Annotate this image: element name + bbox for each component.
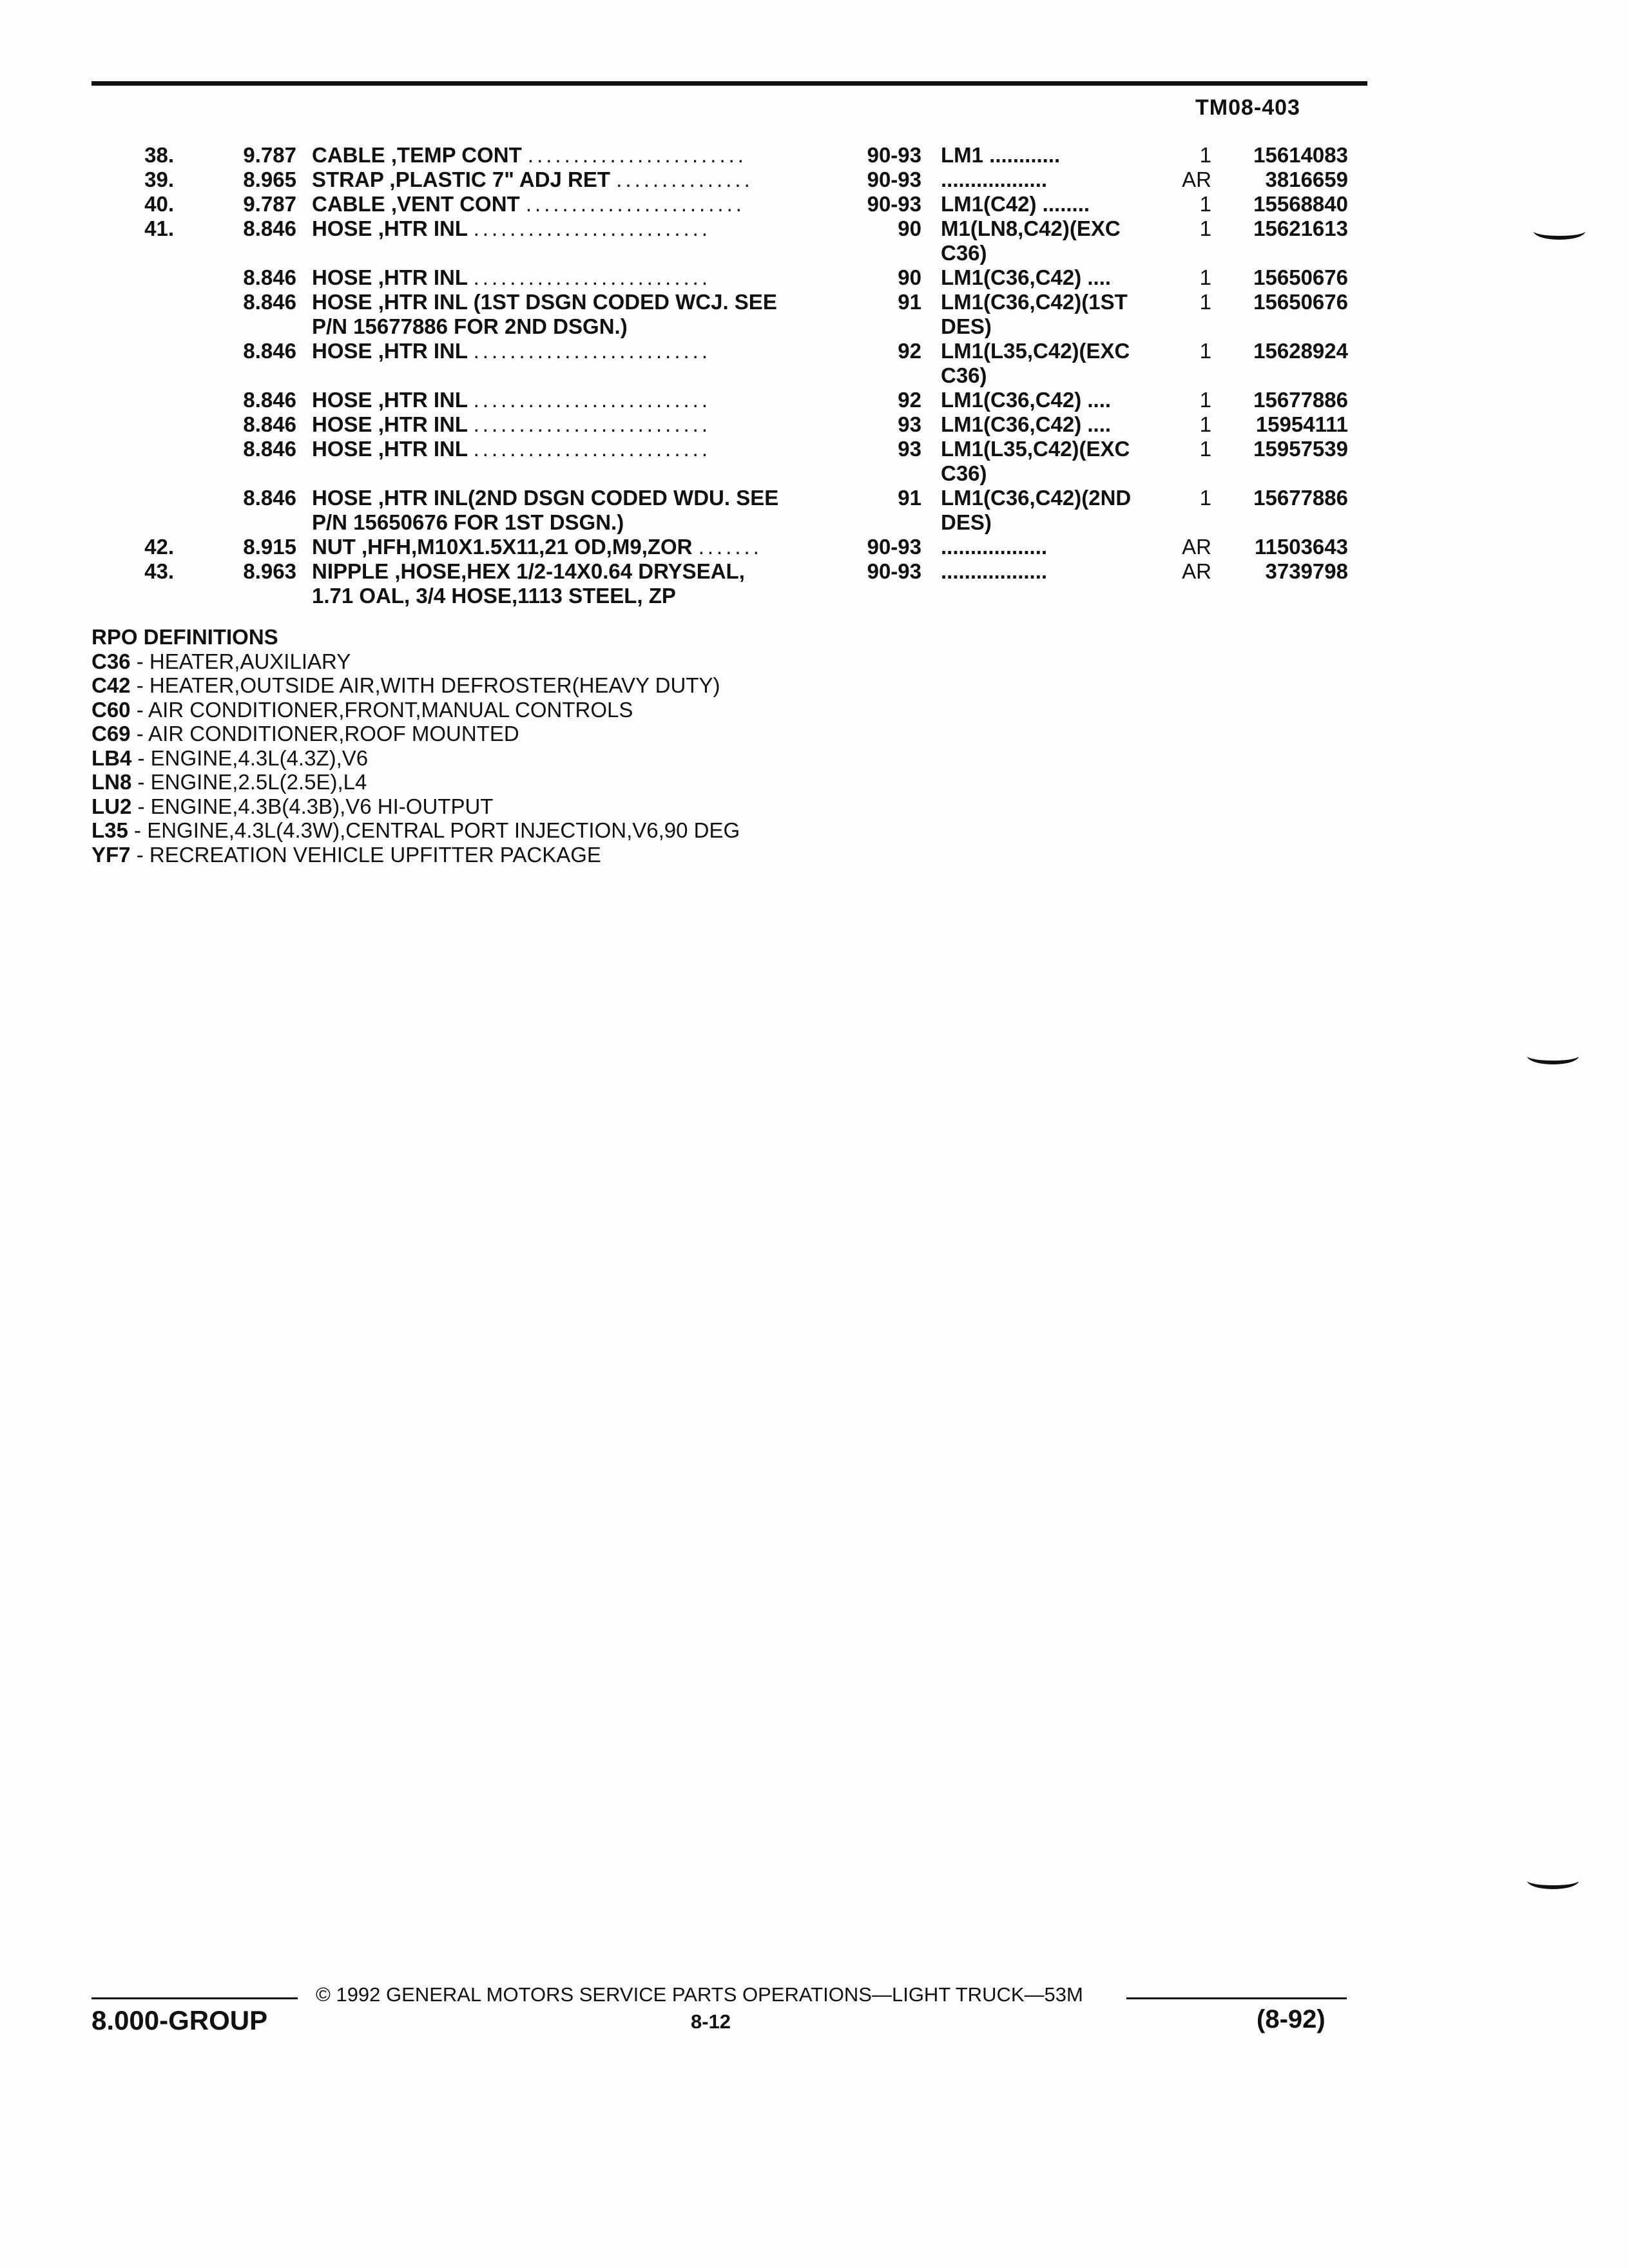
item-number: 43.	[144, 559, 174, 583]
usage-code	[941, 486, 1173, 535]
part-description	[312, 265, 840, 290]
part-description	[312, 388, 840, 412]
usage-code	[941, 388, 1173, 412]
part-name: HOSE	[312, 388, 372, 412]
figure-number: 8.846	[243, 412, 296, 436]
description-text: ,HTR INL	[378, 216, 468, 240]
revision-date: (8-92)	[1257, 2005, 1325, 2033]
quantity: 1	[1199, 486, 1211, 510]
usage-line: DES)	[941, 314, 992, 338]
description-text: ,HTR INL	[378, 388, 468, 412]
figure-number: 8.846	[243, 216, 296, 240]
margin-binding-mark	[1527, 1869, 1579, 1889]
usage-line: C36)	[941, 241, 987, 265]
quantity: AR	[1182, 559, 1211, 583]
description-line	[312, 192, 840, 216]
description-line	[312, 314, 840, 339]
part-name: HOSE	[312, 339, 372, 363]
usage-code	[941, 412, 1173, 437]
part-name: HOSE	[312, 290, 372, 314]
rpo-text: - AIR CONDITIONER,FRONT,MANUAL CONTROLS	[130, 697, 633, 722]
model-years: 90-93	[867, 168, 921, 191]
rpo-code: C60	[92, 697, 131, 722]
description-line	[312, 339, 840, 363]
footer-rule-left	[92, 1997, 298, 1999]
model-years: 93	[898, 437, 921, 461]
rpo-code: YF7	[92, 842, 131, 867]
description-text: 1.71 OAL, 3/4 HOSE,1113 STEEL, ZP	[312, 584, 676, 608]
part-description	[312, 535, 840, 559]
model-years: 93	[898, 412, 921, 436]
part-description	[312, 290, 840, 339]
leader-dots: ...............	[616, 168, 753, 191]
quantity: AR	[1182, 168, 1211, 191]
description-text: ,HTR INL	[378, 437, 468, 461]
usage-code	[941, 290, 1173, 339]
description-text: ,HTR INL	[378, 339, 468, 363]
usage-line: LM1(C36,C42)(2ND	[941, 486, 1132, 510]
usage-code	[941, 143, 1173, 168]
part-number: 15614083	[1253, 143, 1348, 167]
parts-row	[0, 388, 1629, 412]
leader-dots: ..........................	[473, 339, 711, 363]
leader-dots: ........................	[525, 192, 745, 216]
item-number: 39.	[144, 168, 174, 191]
description-line	[312, 535, 840, 559]
part-name: HOSE	[312, 437, 372, 461]
quantity: 1	[1199, 290, 1211, 314]
margin-binding-mark	[1527, 1044, 1579, 1064]
usage-line: LM1(C36,C42) ....	[941, 412, 1112, 436]
usage-code	[941, 535, 1173, 559]
usage-line: M1(LN8,C42)(EXC	[941, 216, 1121, 240]
usage-line: LM1 ............	[941, 143, 1061, 167]
part-name: NIPPLE	[312, 559, 389, 583]
parts-row	[0, 290, 1629, 339]
quantity: 1	[1199, 388, 1211, 412]
usage-line: LM1(C36,C42)(1ST	[941, 290, 1128, 314]
item-number: 40.	[144, 192, 174, 216]
usage-line: LM1(C36,C42) ....	[941, 388, 1112, 412]
parts-row	[0, 535, 1629, 559]
rpo-item	[92, 746, 740, 771]
leader-dots: ........................	[527, 143, 747, 167]
description-line	[312, 265, 840, 290]
figure-number: 8.963	[243, 559, 296, 583]
footer-rule-right	[1126, 1997, 1347, 1999]
usage-line: C36)	[941, 363, 987, 387]
model-years: 90-93	[867, 143, 921, 167]
part-number: 15621613	[1253, 216, 1348, 240]
part-description	[312, 412, 840, 437]
part-number: 15677886	[1253, 388, 1348, 412]
parts-row	[0, 437, 1629, 486]
description-text: ,VENT CONT	[390, 192, 520, 216]
usage-line: LM1(L35,C42)(EXC	[941, 437, 1130, 461]
parts-row	[0, 192, 1629, 216]
model-years: 90-93	[867, 535, 921, 559]
part-name: HOSE	[312, 265, 372, 289]
description-text: ,TEMP CONT	[390, 143, 522, 167]
description-text: ,HTR INL(2ND DSGN CODED WDU. SEE	[378, 486, 779, 510]
item-number: 42.	[144, 535, 174, 559]
description-line	[312, 584, 840, 608]
usage-code	[941, 168, 1173, 192]
leader-dots: .......	[698, 535, 762, 559]
description-text: P/N 15677886 FOR 2ND DSGN.)	[312, 314, 628, 338]
rpo-item	[92, 770, 740, 794]
part-description	[312, 437, 840, 461]
part-name: HOSE	[312, 216, 372, 240]
rpo-text: - ENGINE,4.3B(4.3B),V6 HI-OUTPUT	[131, 794, 494, 818]
part-description	[312, 192, 840, 216]
quantity: 1	[1199, 216, 1211, 240]
rpo-item	[92, 649, 740, 674]
rpo-text: - HEATER,OUTSIDE AIR,WITH DEFROSTER(HEAVY DUTY)	[130, 673, 720, 697]
usage-line: LM1(L35,C42)(EXC	[941, 339, 1130, 363]
rpo-code: LN8	[92, 770, 132, 794]
page-number: 8-12	[691, 2010, 731, 2033]
part-number: 3816659	[1265, 168, 1348, 191]
rpo-item	[92, 818, 740, 843]
top-rule	[92, 81, 1367, 86]
figure-number: 8.915	[243, 535, 296, 559]
rpo-item	[92, 722, 740, 746]
rpo-text: - ENGINE,4.3L(4.3W),CENTRAL PORT INJECTION,V6,90 DEG	[128, 818, 740, 842]
quantity: 1	[1199, 412, 1211, 436]
figure-number: 8.846	[243, 265, 296, 289]
usage-code	[941, 339, 1173, 388]
description-text: ,PLASTIC 7" ADJ RET	[389, 168, 611, 191]
description-line	[312, 388, 840, 412]
usage-line: LM1(C36,C42) ....	[941, 265, 1112, 289]
rpo-code: C36	[92, 649, 131, 673]
description-line	[312, 437, 840, 461]
description-line	[312, 143, 840, 168]
description-text: ,HFH,M10X1.5X11,21 OD,M9,ZOR	[361, 535, 693, 559]
description-line	[312, 486, 840, 510]
usage-line: C36)	[941, 461, 987, 485]
leader-dots: ..........................	[473, 437, 711, 461]
rpo-code: L35	[92, 818, 128, 842]
rpo-item	[92, 673, 740, 698]
rpo-code: LB4	[92, 745, 132, 770]
usage-line: ..................	[941, 559, 1048, 583]
part-name: CABLE	[312, 143, 385, 167]
description-text: ,HTR INL	[378, 265, 468, 289]
model-years: 92	[898, 388, 921, 412]
quantity: 1	[1199, 437, 1211, 461]
usage-code	[941, 437, 1173, 486]
part-number: 15957539	[1253, 437, 1348, 461]
part-name: HOSE	[312, 412, 372, 436]
description-text: ,HTR INL	[378, 412, 468, 436]
rpo-code: LU2	[92, 794, 132, 818]
description-text: ,HOSE,HEX 1/2-14X0.64 DRYSEAL,	[394, 559, 745, 583]
rpo-text: - AIR CONDITIONER,ROOF MOUNTED	[130, 722, 519, 745]
part-number: 15568840	[1253, 192, 1348, 216]
copyright-notice: © 1992 GENERAL MOTORS SERVICE PARTS OPERATIONS—LIGHT TRUCK—53M	[316, 1983, 1083, 2006]
part-name: HOSE	[312, 486, 372, 510]
usage-code	[941, 265, 1173, 290]
margin-binding-mark	[1534, 219, 1585, 240]
document-code: TM08-403	[1195, 95, 1300, 120]
parts-row	[0, 265, 1629, 290]
model-years: 90	[898, 216, 921, 240]
figure-number: 8.846	[243, 388, 296, 412]
description-line	[312, 412, 840, 437]
part-name: NUT	[312, 535, 356, 559]
description-text: ,HTR INL (1ST DSGN CODED WCJ. SEE	[378, 290, 777, 314]
leader-dots: ..........................	[473, 388, 711, 412]
figure-number: 8.846	[243, 339, 296, 363]
part-description	[312, 339, 840, 363]
model-years: 90-93	[867, 559, 921, 583]
part-number: 15628924	[1253, 339, 1348, 363]
leader-dots: ..........................	[473, 216, 711, 240]
part-number: 11503643	[1254, 535, 1348, 559]
part-number: 15677886	[1253, 486, 1348, 510]
figure-number: 8.846	[243, 437, 296, 461]
rpo-list	[92, 649, 740, 867]
rpo-text: - ENGINE,2.5L(2.5E),L4	[131, 770, 367, 794]
figure-number: 9.787	[243, 192, 296, 216]
model-years: 90	[898, 265, 921, 289]
usage-code	[941, 559, 1173, 584]
quantity: 1	[1199, 339, 1211, 363]
rpo-title: RPO DEFINITIONS	[92, 625, 278, 649]
figure-number: 8.846	[243, 486, 296, 510]
model-years: 90-93	[867, 192, 921, 216]
parts-row	[0, 143, 1629, 168]
parts-row	[0, 216, 1629, 265]
usage-line: ..................	[941, 535, 1048, 559]
part-description	[312, 216, 840, 241]
item-number: 41.	[144, 216, 174, 240]
part-number: 15650676	[1253, 290, 1348, 314]
usage-line: DES)	[941, 510, 992, 534]
rpo-item	[92, 698, 740, 722]
quantity: 1	[1199, 265, 1211, 289]
figure-number: 8.846	[243, 290, 296, 314]
usage-code	[941, 216, 1173, 265]
rpo-text: - RECREATION VEHICLE UPFITTER PACKAGE	[130, 842, 601, 867]
rpo-item	[92, 794, 740, 819]
model-years: 91	[898, 290, 921, 314]
part-name: STRAP	[312, 168, 384, 191]
item-number: 38.	[144, 143, 174, 167]
quantity: AR	[1182, 535, 1211, 559]
part-name: CABLE	[312, 192, 385, 216]
description-line	[312, 290, 840, 314]
parts-row	[0, 168, 1629, 192]
leader-dots: ..........................	[473, 412, 711, 436]
figure-number: 8.965	[243, 168, 296, 191]
part-description	[312, 559, 840, 608]
part-number: 15650676	[1253, 265, 1348, 289]
rpo-text: - HEATER,AUXILIARY	[130, 649, 351, 673]
group-label: 8.000-GROUP	[92, 2005, 268, 2035]
description-line	[312, 216, 840, 241]
rpo-code: C69	[92, 722, 131, 745]
part-description	[312, 143, 840, 168]
parts-row	[0, 486, 1629, 535]
part-number: 3739798	[1265, 559, 1348, 583]
parts-row	[0, 339, 1629, 388]
quantity: 1	[1199, 192, 1211, 216]
rpo-text: - ENGINE,4.3L(4.3Z),V6	[131, 745, 369, 770]
part-description	[312, 486, 840, 535]
usage-line: LM1(C42) ........	[941, 192, 1090, 216]
parts-list	[0, 143, 1629, 608]
quantity: 1	[1199, 143, 1211, 167]
part-description	[312, 168, 840, 192]
model-years: 91	[898, 486, 921, 510]
figure-number: 9.787	[243, 143, 296, 167]
description-line	[312, 559, 840, 584]
description-line	[312, 168, 840, 192]
parts-row	[0, 559, 1629, 608]
rpo-definitions	[92, 625, 740, 867]
usage-code	[941, 192, 1173, 216]
description-line	[312, 510, 840, 535]
usage-line: ..................	[941, 168, 1048, 191]
rpo-item	[92, 843, 740, 867]
leader-dots: ..........................	[473, 265, 711, 289]
rpo-code: C42	[92, 673, 131, 697]
description-text: P/N 15650676 FOR 1ST DSGN.)	[312, 510, 624, 534]
part-number: 15954111	[1255, 412, 1348, 436]
model-years: 92	[898, 339, 921, 363]
parts-row	[0, 412, 1629, 437]
